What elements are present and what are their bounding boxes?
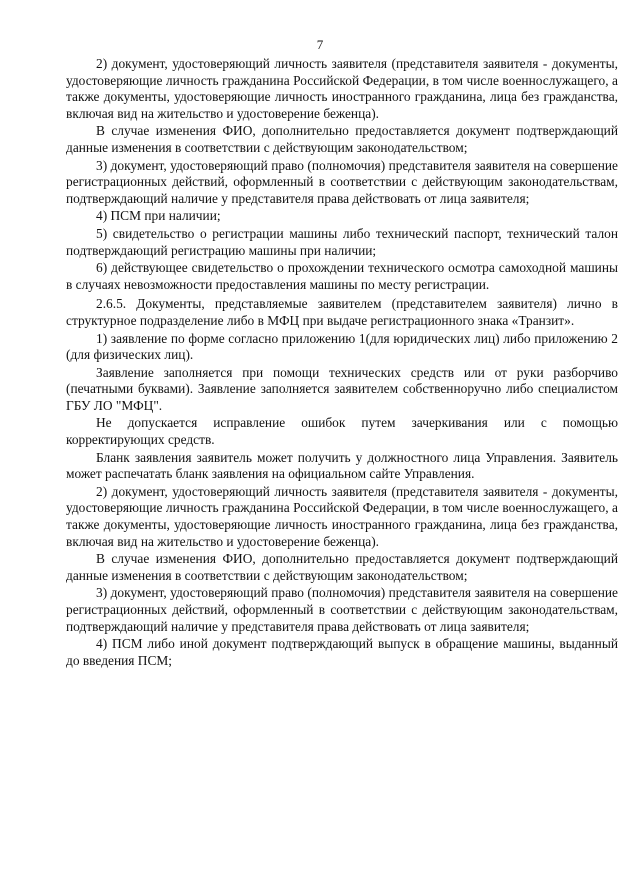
paragraph-identity-document: 2) документ, удостоверяющий личность заявителя (представителя заявителя - документы, удостоверяющие личность гражданина Российской Федерации, в том числе военнослужащего, а также документы, удостоверяющие личность иностранного гражданина, лица без гражданства, включая вид на жительство и удостоверение беженца).: [66, 56, 618, 121]
paragraph-authority-document-2: 3) документ, удостоверяющий право (полномочия) представителя заявителя на совершение регистрационных действий, оформленный в соответствии с действующим законодательствам, подтверждающий наличие у представителя права действовать от лица заявителя;: [66, 585, 618, 634]
page-number: 7: [316, 37, 324, 52]
paragraph-authority-document: 3) документ, удостоверяющий право (полномочия) представителя заявителя на совершение регистрационных действий, оформленный в соответствии с действующим законодательствам, подтверждающий наличие у представителя права действовать от лица заявителя;: [66, 157, 618, 206]
paragraph-psm: 4) ПСМ при наличии;: [96, 208, 221, 224]
paragraph-application-form: 1) заявление по форме согласно приложению 1(для юридических лиц) либо приложению 2 (для физических лиц).: [66, 330, 618, 363]
paragraph-name-change: В случае изменения ФИО, дополнительно предоставляется документ подтверждающий данные изменения в соответствии с действующим законодательством;: [66, 123, 618, 155]
paragraph-section-2-6-5: 2.6.5. Документы, представляемые заявителем (представителем заявителя) лично в структурное подразделение либо в МФЦ при выдаче регистрационного знака «Транзит».: [66, 296, 618, 328]
paragraph-no-corrections: Не допускается исправление ошибок путем зачеркивания или с помощью корректирующих средств.: [66, 415, 618, 448]
paragraph-inspection-certificate: 6) действующее свидетельство о прохождении технического осмотра самоходной машины в случаях невозможности предоставления машины по месту регистрации.: [66, 260, 618, 292]
paragraph-identity-document-2: 2) документ, удостоверяющий личность заявителя (представителя заявителя - документы, удостоверяющие личность гражданина Российской Федерации, в том числе военнослужащего, а также документы, удостоверяющие личность иностранного гражданина, лица без гражданства, включая вид на жительство и удостоверение беженца).: [66, 483, 618, 549]
paragraph-filling-rules: Заявление заполняется при помощи технических средств или от руки разборчиво (печатными буквами). Заявление заполняется заявителем собственноручно либо специалистом ГБУ ЛО "МФЦ".: [66, 364, 618, 413]
document-body: [66, 56, 618, 670]
paragraph-name-change-2: В случае изменения ФИО, дополнительно предоставляется документ подтверждающий данные изменения в соответствии с действующим законодательством;: [66, 551, 618, 583]
paragraph-registration-certificate: 5) свидетельство о регистрации машины либо технический паспорт, технический талон подтверждающий регистрацию машины при наличии;: [66, 225, 618, 258]
paragraph-blank-form: Бланк заявления заявитель может получить у должностного лица Управления. Заявитель может распечатать бланк заявления на официальном сайте Управления.: [66, 449, 618, 482]
paragraph-psm-2: 4) ПСМ либо иной документ подтверждающий выпуск в обращение машины, выданный до введения ПСМ;: [66, 636, 618, 668]
